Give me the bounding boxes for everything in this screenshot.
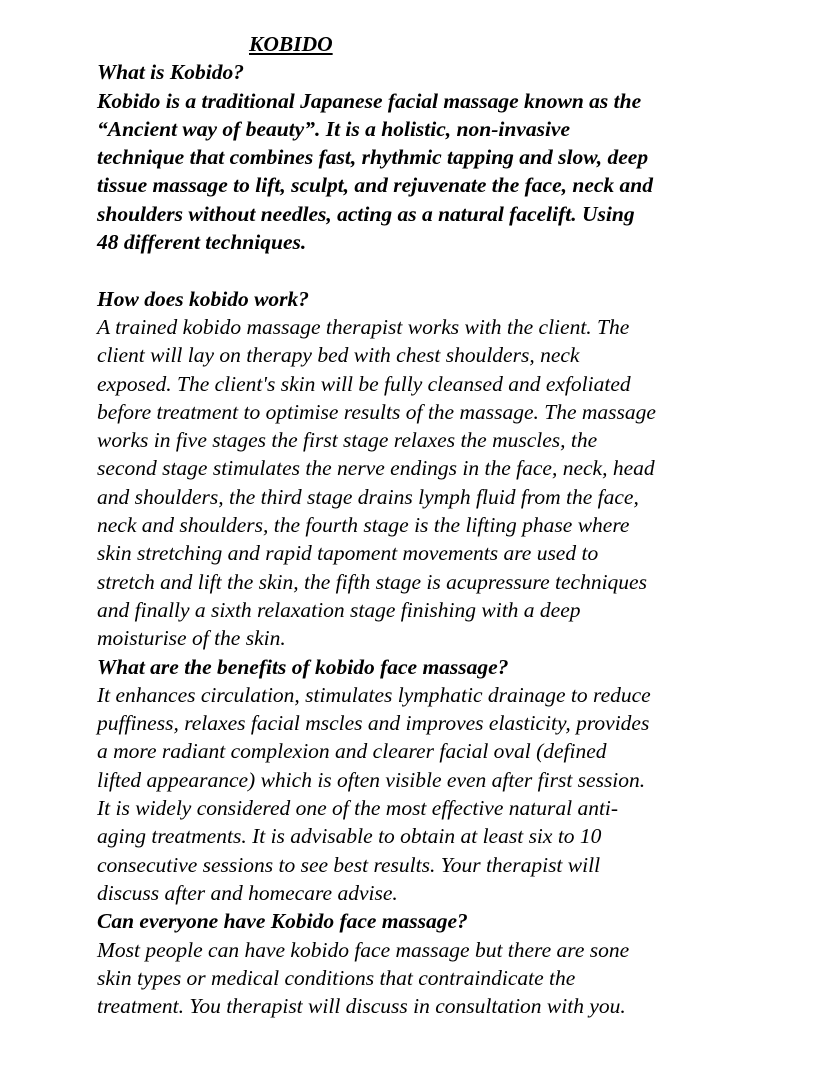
paragraph-line: treatment. You therapist will discuss in consultation with you. bbox=[97, 994, 626, 1019]
paragraph-line: 48 different techniques. bbox=[97, 230, 307, 255]
paragraph-line: works in five stages the first stage relaxes the muscles, the bbox=[97, 428, 598, 453]
paragraph-line: consecutive sessions to see best results. Your therapist will bbox=[97, 852, 601, 877]
section-heading: What is Kobido? bbox=[97, 60, 244, 85]
paragraph-line: exposed. The client's skin will be fully cleansed and exfoliated bbox=[97, 371, 631, 396]
paragraph-line: shoulders without needles, acting as a natural facelift. Using bbox=[97, 201, 635, 226]
section-heading: How does kobido work? bbox=[97, 286, 310, 311]
paragraph-line: before treatment to optimise results of the massage. The massage bbox=[97, 399, 656, 424]
paragraph-line: neck and shoulders, the fourth stage is the lifting phase where bbox=[97, 513, 630, 538]
paragraph-line: puffiness, relaxes facial mscles and improves elasticity, provides bbox=[97, 711, 650, 736]
document-page bbox=[97, 30, 817, 1020]
paragraph-line: client will lay on therapy bed with chest shoulders, neck bbox=[97, 343, 580, 368]
paragraph-line: It is widely considered one of the most effective natural anti- bbox=[97, 796, 619, 821]
section-what-is-kobido bbox=[97, 58, 817, 256]
paragraph-line: skin stretching and rapid tapoment movements are used to bbox=[97, 541, 599, 566]
paragraph-line: Kobido is a traditional Japanese facial massage known as the bbox=[97, 88, 642, 113]
paragraph-line: a more radiant complexion and clearer facial oval (defined bbox=[97, 739, 607, 764]
paragraph-line: discuss after and homecare advise. bbox=[97, 880, 398, 905]
paragraph-line: aging treatments. It is advisable to obtain at least six to 10 bbox=[97, 824, 602, 849]
paragraph-line: tissue massage to lift, sculpt, and rejuvenate the face, neck and bbox=[97, 173, 653, 198]
document-title: KOBIDO bbox=[249, 32, 333, 56]
section-can-everyone bbox=[97, 907, 817, 1020]
paragraph-line: A trained kobido massage therapist works with the client. The bbox=[97, 314, 630, 339]
paragraph-line: and finally a sixth relaxation stage finishing with a deep bbox=[97, 597, 581, 622]
paragraph-line: “Ancient way of beauty”. It is a holistic, non-invasive bbox=[97, 116, 571, 141]
section-heading: Can everyone have Kobido face massage? bbox=[97, 909, 468, 934]
paragraph-line: and shoulders, the third stage drains lymph fluid from the face, bbox=[97, 484, 639, 509]
paragraph-line: lifted appearance) which is often visible even after first session. bbox=[97, 767, 646, 792]
section-benefits bbox=[97, 653, 817, 908]
paragraph-line: Most people can have kobido face massage but there are sone bbox=[97, 937, 630, 962]
section-heading: What are the benefits of kobido face massage? bbox=[97, 654, 509, 679]
paragraph-line: moisturise of the skin. bbox=[97, 626, 286, 651]
paragraph-line: stretch and lift the skin, the fifth stage is acupressure techniques bbox=[97, 569, 647, 594]
section-how-does-kobido-work bbox=[97, 285, 817, 653]
paragraph-line: technique that combines fast, rhythmic tapping and slow, deep bbox=[97, 145, 649, 170]
paragraph-line: It enhances circulation, stimulates lymphatic drainage to reduce bbox=[97, 682, 651, 707]
paragraph-line: second stage stimulates the nerve endings in the face, neck, head bbox=[97, 456, 655, 481]
paragraph-line: skin types or medical conditions that contraindicate the bbox=[97, 965, 576, 990]
paragraph-spacer bbox=[97, 256, 817, 284]
